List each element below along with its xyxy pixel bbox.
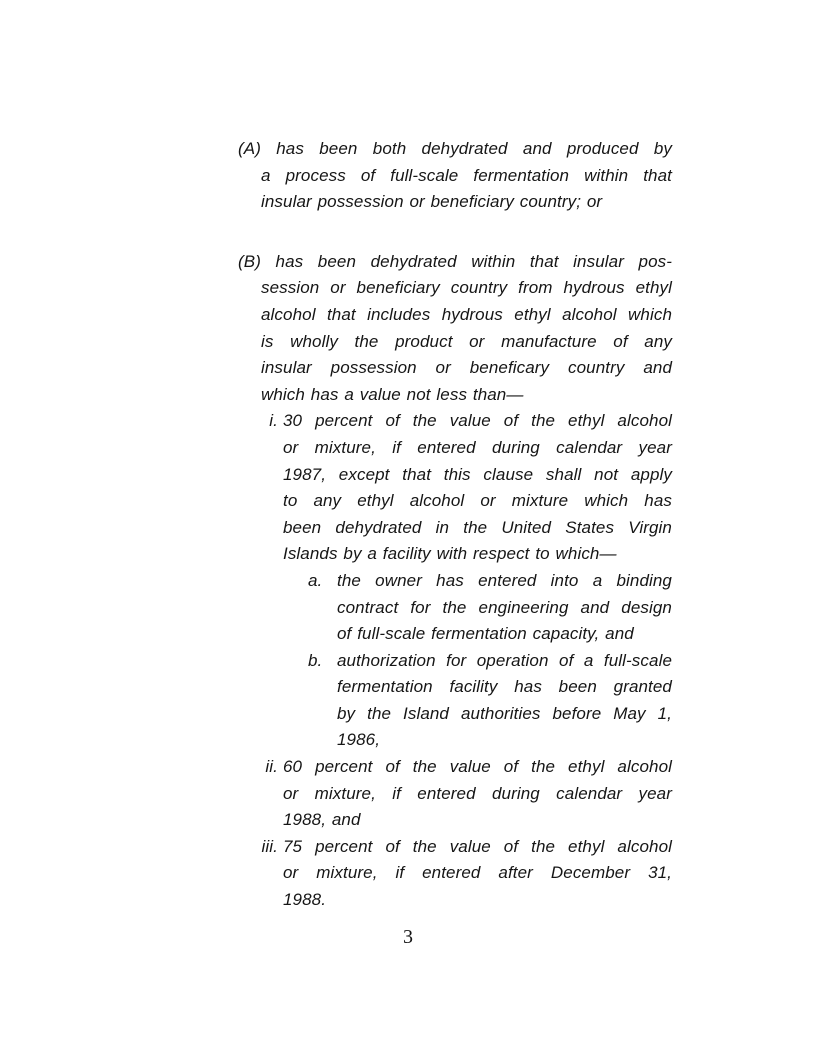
body-text — [238, 136, 672, 914]
text-line-content: 75 percent of the value of the ethyl alcohol — [283, 836, 672, 856]
item-a — [238, 568, 672, 648]
text-line — [308, 568, 672, 595]
list-marker-ii: ii. — [265, 757, 278, 777]
list-marker-i: i. — [269, 411, 278, 431]
list-marker-iii: iii. — [261, 836, 278, 856]
list-marker-a: a. — [308, 570, 323, 590]
text-line: 1987, except that this clause shall not apply — [283, 464, 672, 484]
text-line: or mixture, if entered during calendar year — [283, 783, 672, 803]
text-line: a process of full-scale fermentation within that — [261, 165, 672, 185]
text-line: (A) has been both dehydrated and produced by — [238, 139, 672, 158]
text-line — [261, 834, 672, 861]
text-line: or mixture, if entered during calendar year — [283, 437, 672, 457]
text-line: by the Island authorities before May 1, — [337, 703, 672, 723]
list-marker-b: b. — [308, 650, 323, 670]
text-line — [308, 648, 672, 675]
text-line: is wholly the product or manufacture of any — [261, 331, 672, 351]
page-number: 3 — [403, 926, 413, 948]
text-line: session or beneficiary country from hydrous ethyl — [261, 278, 672, 298]
text-line: or mixture, if entered after December 31, — [283, 863, 672, 883]
item-B — [238, 249, 672, 409]
text-line: insular possession or beneficary country and — [261, 358, 672, 378]
text-line-content: 30 percent of the value of the ethyl alcohol — [283, 411, 672, 431]
text-line: 1988, and — [283, 810, 361, 830]
text-line: Islands by a facility with respect to which— — [283, 544, 617, 564]
text-line-content: 60 percent of the value of the ethyl alcohol — [283, 757, 672, 777]
text-line: of full-scale fermentation capacity, and — [337, 624, 634, 644]
text-line: fermentation facility has been granted — [337, 677, 672, 697]
text-line: contract for the engineering and design — [337, 597, 672, 617]
text-line: (B) has been dehydrated within that insular pos- — [238, 251, 672, 271]
text-line — [269, 408, 672, 435]
item-b — [238, 648, 672, 754]
text-line: which has a value not less than— — [261, 384, 524, 404]
text-line: insular possession or beneficiary country; or — [261, 192, 603, 212]
item-i — [238, 408, 672, 568]
text-line — [265, 754, 672, 781]
text-line: been dehydrated in the United States Virgin — [283, 517, 672, 537]
text-line: 1986, — [337, 730, 381, 750]
item-A — [238, 136, 672, 216]
text-line: 1988. — [283, 890, 327, 910]
text-line: alcohol that includes hydrous ethyl alcohol which — [261, 304, 672, 324]
item-ii — [238, 754, 672, 834]
text-line-content: the owner has entered into a binding — [337, 570, 672, 590]
item-iii — [238, 834, 672, 914]
text-line-content: authorization for operation of a full-scale — [337, 650, 672, 670]
text-line: to any ethyl alcohol or mixture which has — [283, 491, 672, 511]
